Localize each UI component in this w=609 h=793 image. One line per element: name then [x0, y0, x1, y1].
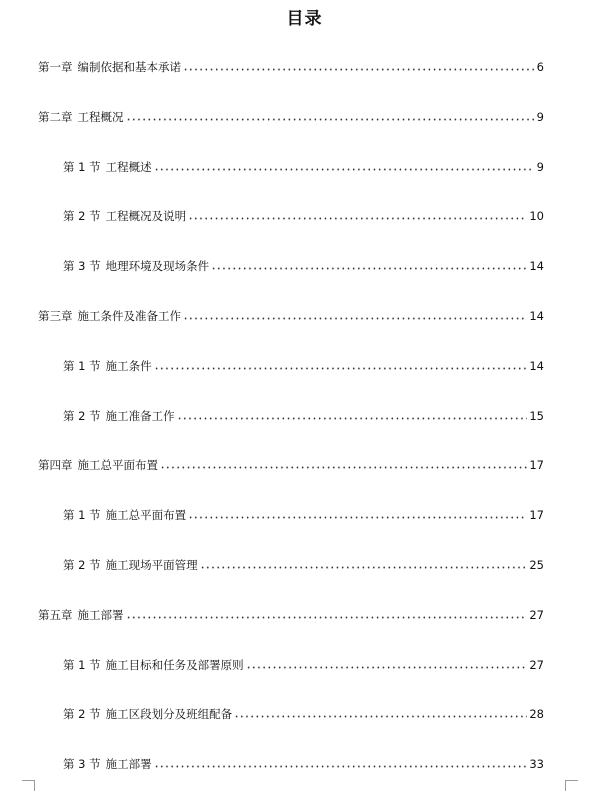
- toc-entry-page: 17: [529, 508, 544, 523]
- margin-corner-mark: [565, 780, 578, 791]
- toc-entry[interactable]: [63, 506, 544, 522]
- toc-entry-number: 第四章: [38, 458, 73, 473]
- toc-entry-label: [63, 658, 244, 672]
- toc-entry[interactable]: [38, 58, 544, 74]
- toc-entry-title: 施工条件: [105, 358, 152, 373]
- toc-entry-title: 施工部署: [105, 757, 152, 772]
- toc-entry-label: [63, 259, 209, 273]
- toc-entry[interactable]: [63, 556, 544, 572]
- toc-entry[interactable]: [63, 656, 544, 672]
- toc-dot-leader: [211, 267, 527, 270]
- toc-dot-leader: [188, 516, 527, 519]
- toc-entry-label: [63, 209, 186, 223]
- toc-entry-title: 施工总平面布置: [105, 508, 187, 523]
- toc-entry-title: 编制依据和基本承诺: [77, 60, 181, 74]
- toc-dot-leader: [183, 68, 534, 71]
- toc-entry-page: 14: [529, 259, 544, 274]
- toc-entry[interactable]: [63, 407, 544, 423]
- toc-entry[interactable]: [38, 456, 544, 472]
- toc-entry-label: [63, 160, 152, 174]
- toc-entry-title: 施工条件及准备工作: [77, 309, 181, 323]
- toc-entry-page: 28: [529, 707, 544, 722]
- toc-entry-label: [63, 508, 186, 522]
- toc-entry-number: 第 1 节: [63, 159, 101, 174]
- toc-entry-label: [63, 757, 152, 771]
- toc-dot-leader: [183, 317, 527, 320]
- toc-entry-page: 14: [529, 309, 544, 323]
- toc-entry-page: 14: [529, 358, 544, 373]
- toc-entry-title: 施工部署: [77, 607, 124, 622]
- toc-entry-label: [63, 359, 152, 373]
- toc-entry[interactable]: [63, 158, 544, 174]
- toc-entry[interactable]: [63, 705, 544, 721]
- toc-entry-number: 第二章: [38, 109, 73, 124]
- toc-entry-number: 第 2 节: [63, 209, 101, 224]
- toc-entry-page: 9: [536, 159, 544, 174]
- toc-entry-page: 10: [529, 209, 544, 224]
- toc-entry-page: 27: [529, 657, 544, 672]
- toc-entry-label: [38, 110, 124, 124]
- toc-entry-title: 施工目标和任务及部署原则: [105, 657, 244, 672]
- toc-entry-number: 第 1 节: [63, 657, 101, 672]
- toc-entry[interactable]: [63, 357, 544, 373]
- toc-entry-label: [38, 60, 181, 74]
- toc-dot-leader: [160, 466, 527, 469]
- toc-entry-number: 第三章: [38, 309, 73, 323]
- toc-entry-number: 第 2 节: [63, 558, 101, 572]
- toc-entry-number: 第 2 节: [63, 707, 101, 722]
- toc-entry-title: 工程概况及说明: [105, 209, 187, 224]
- toc-entry-number: 第 1 节: [63, 358, 101, 373]
- toc-entry[interactable]: [38, 307, 544, 323]
- page-title: 目录: [286, 9, 323, 29]
- toc-entry-page: 9: [536, 109, 544, 124]
- toc-dot-leader: [188, 217, 527, 220]
- toc-entry-label: [63, 558, 198, 572]
- toc-entry[interactable]: [63, 257, 544, 273]
- toc-entry-title: 施工准备工作: [105, 408, 175, 423]
- toc-dot-leader: [154, 168, 534, 171]
- toc-entry-title: 地理环境及现场条件: [105, 259, 210, 274]
- toc-entry-label: [38, 309, 181, 323]
- toc-entry[interactable]: [63, 755, 544, 771]
- margin-corner-mark: [22, 780, 35, 791]
- toc-entry-label: [63, 409, 175, 423]
- toc-entry-number: 第 3 节: [63, 757, 101, 772]
- toc-entry-title: 工程概况: [77, 109, 124, 124]
- toc-entry-page: 6: [536, 60, 544, 74]
- toc-dot-leader: [126, 616, 528, 619]
- toc-entry-title: 施工现场平面管理: [105, 558, 198, 572]
- toc-entry[interactable]: [63, 207, 544, 223]
- toc-entry-title: 工程概述: [105, 159, 152, 174]
- toc-entry-number: 第一章: [38, 60, 73, 74]
- toc-entry[interactable]: [38, 606, 544, 622]
- toc-dot-leader: [154, 765, 528, 768]
- toc-entry-label: [38, 608, 124, 622]
- toc-entry-page: 15: [529, 408, 544, 423]
- toc-dot-leader: [126, 118, 535, 121]
- toc-dot-leader: [177, 417, 528, 420]
- toc-entry-number: 第五章: [38, 607, 73, 622]
- toc-entry-number: 第 1 节: [63, 508, 101, 523]
- toc-entry-number: 第 2 节: [63, 408, 101, 423]
- toc-entry-page: 33: [529, 757, 544, 772]
- toc-entry-label: [63, 707, 232, 721]
- toc-entry-page: 17: [529, 458, 544, 473]
- toc-entry-number: 第 3 节: [63, 259, 101, 274]
- toc-dot-leader: [246, 666, 528, 669]
- toc-entry-page: 27: [529, 607, 544, 622]
- toc-dot-leader: [200, 566, 528, 569]
- toc-dot-leader: [154, 367, 528, 370]
- toc-entry-page: 25: [529, 558, 544, 572]
- toc-entry-title: 施工区段划分及班组配备: [105, 707, 233, 722]
- toc-entry-title: 施工总平面布置: [77, 458, 158, 473]
- toc-entry[interactable]: [38, 108, 544, 124]
- toc-dot-leader: [234, 715, 527, 718]
- toc-entry-label: [38, 458, 158, 472]
